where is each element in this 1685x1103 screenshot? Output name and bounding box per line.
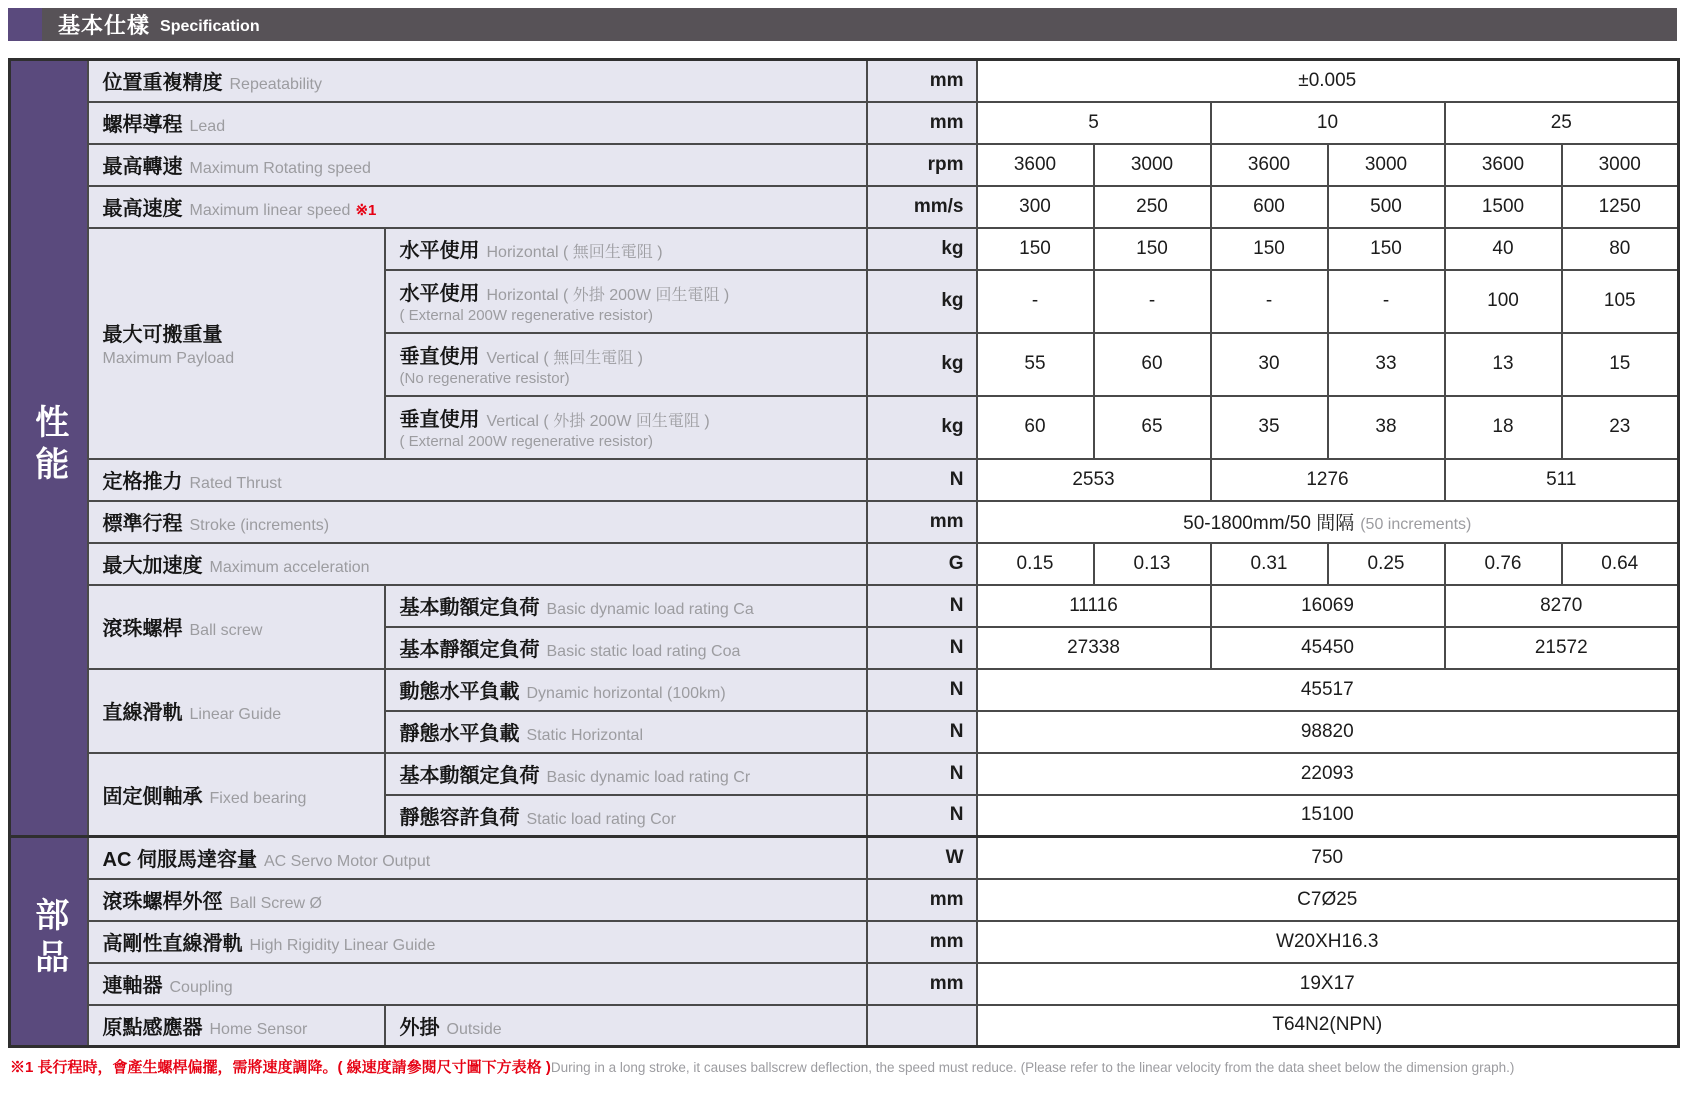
- lead-value-25: 25: [1445, 102, 1679, 144]
- section-title-bar: [8, 8, 1677, 41]
- unit-empty: [867, 1005, 977, 1047]
- lead-unit: mm: [867, 102, 977, 144]
- linear-speed-label: [88, 186, 867, 228]
- repeatability-value: ±0.005: [977, 60, 1679, 102]
- cell: 23: [1562, 396, 1679, 459]
- unit: G: [867, 543, 977, 585]
- unit: N: [867, 753, 977, 795]
- bearing-cor-label: [385, 795, 867, 837]
- label-en: Fixed bearing: [209, 789, 307, 807]
- cell: 19X17: [977, 963, 1679, 1005]
- unit: mm: [867, 963, 977, 1005]
- payload-group-label: [88, 228, 385, 459]
- cell: 511: [1445, 459, 1679, 501]
- payload-horizontal-ext-label: [385, 270, 867, 333]
- home-sensor-outside-label: [385, 1005, 867, 1047]
- row-payload-horizontal: [10, 228, 1679, 270]
- cell: 60: [1094, 333, 1211, 396]
- label-zh: 原點感應器: [102, 1016, 203, 1039]
- label-en: Basic dynamic load rating Ca: [546, 601, 754, 618]
- label-en: Static load rating Cor: [526, 810, 676, 828]
- label-en: Maximum acceleration: [209, 559, 370, 576]
- cell: 18: [1445, 396, 1562, 459]
- label-en: Basic dynamic load rating Cr: [546, 769, 751, 786]
- label-zh: 直線滑軌: [102, 702, 183, 724]
- cell: 55: [977, 333, 1094, 396]
- cell: 3000: [1562, 144, 1679, 186]
- cell: 0.15: [977, 543, 1094, 585]
- cell: 45450: [1211, 627, 1445, 669]
- cell: 750: [977, 837, 1679, 879]
- lead-value-10: 10: [1211, 102, 1445, 144]
- label-zh: 最大加速度: [102, 555, 203, 577]
- stroke-value-main: 50-1800mm/50 間隔: [1183, 513, 1355, 534]
- row-repeatability: [10, 60, 1679, 102]
- servo-output-label: [88, 837, 867, 879]
- cell: 60: [977, 396, 1094, 459]
- label-en-line2: ( External 200W regenerative resistor): [399, 433, 653, 451]
- payload-vertical-ext-label: [385, 396, 867, 459]
- label-zh: 動態水平負載: [399, 681, 520, 703]
- cell: 0.64: [1562, 543, 1679, 585]
- cell: 0.25: [1328, 543, 1445, 585]
- label-en: Linear Guide: [189, 706, 282, 723]
- cell: 3600: [1445, 144, 1562, 186]
- label-zh: 最高轉速: [102, 156, 183, 178]
- label-zh: 螺桿導程: [102, 114, 183, 136]
- cell: 3000: [1094, 144, 1211, 186]
- cell: 3000: [1328, 144, 1445, 186]
- page-title-en: Specification: [160, 17, 260, 35]
- label-en: Horizontal ( 無回生電阻 ): [486, 244, 663, 261]
- unit: mm: [867, 879, 977, 921]
- row-home-sensor: [10, 1005, 1679, 1047]
- section-performance: [10, 60, 88, 837]
- cell: -: [1211, 270, 1328, 333]
- row-rated-thrust: [10, 459, 1679, 501]
- linear-speed-unit: mm/s: [867, 186, 977, 228]
- label-en: Dynamic horizontal (100km): [526, 685, 726, 702]
- row-guide-dynamic: [10, 669, 1679, 711]
- label-en: Maximum Rotating speed: [189, 160, 371, 177]
- label-en: Stroke (increments): [189, 517, 330, 534]
- title-band: [42, 8, 1677, 41]
- unit: N: [867, 669, 977, 711]
- label-zh: 位置重複精度: [102, 72, 223, 95]
- label-zh: 連軸器: [102, 975, 163, 997]
- home-sensor-label: [88, 1005, 385, 1047]
- label-en: Static Horizontal: [526, 727, 643, 744]
- label-en-line2: (No regenerative resistor): [399, 370, 570, 388]
- stroke-value-sub: (50 increments): [1360, 516, 1472, 533]
- guide-dynamic-label: [385, 669, 867, 711]
- cell: 150: [977, 228, 1094, 270]
- label-en: Coupling: [169, 979, 233, 996]
- label-en: Home Sensor: [209, 1020, 308, 1038]
- cell: 27338: [977, 627, 1211, 669]
- cell: -: [977, 270, 1094, 333]
- unit: W: [867, 837, 977, 879]
- label-en-line2: ( External 200W regenerative resistor): [399, 307, 653, 325]
- cell: 250: [1094, 186, 1211, 228]
- label-zh: 定格推力: [102, 471, 183, 493]
- label-zh: 固定側軸承: [102, 785, 203, 808]
- cell: 300: [977, 186, 1094, 228]
- cell: 500: [1328, 186, 1445, 228]
- label-zh: 水平使用: [399, 283, 480, 306]
- unit: N: [867, 627, 977, 669]
- label-zh: 最高速度: [102, 198, 183, 220]
- row-max-acceleration: [10, 543, 1679, 585]
- label-en: Horizontal ( 外掛 200W 回生電阻 ): [486, 287, 730, 305]
- cell: 1250: [1562, 186, 1679, 228]
- cell: 16069: [1211, 585, 1445, 627]
- row-servo-output: [10, 837, 1679, 879]
- cell: 33: [1328, 333, 1445, 396]
- repeatability-unit: mm: [867, 60, 977, 102]
- cell: 1500: [1445, 186, 1562, 228]
- label-zh: 基本動額定負荷: [399, 765, 540, 787]
- label-en: Lead: [189, 118, 226, 135]
- label-en: Rated Thrust: [189, 475, 282, 492]
- unit: N: [867, 459, 977, 501]
- row-stroke: [10, 501, 1679, 543]
- row-coupling: [10, 963, 1679, 1005]
- section-parts: [10, 837, 88, 1047]
- cell: 3600: [1211, 144, 1328, 186]
- row-ballscrew-ca: [10, 585, 1679, 627]
- label-zh: AC 伺服馬達容量: [102, 849, 257, 872]
- cell: 150: [1211, 228, 1328, 270]
- label-en: Vertical ( 外掛 200W 回生電阻 ): [486, 413, 710, 431]
- cell: 98820: [977, 711, 1679, 753]
- label-zh: 最大可搬重量: [102, 324, 223, 346]
- label-en: Ball Screw Ø: [229, 895, 322, 912]
- cell: 600: [1211, 186, 1328, 228]
- row-max-rotating-speed: [10, 144, 1679, 186]
- label-en: AC Servo Motor Output: [263, 853, 431, 871]
- section-performance-label: 性能: [29, 403, 68, 488]
- label-zh: 滾珠螺桿外徑: [102, 891, 223, 913]
- lead-value-5: 5: [977, 102, 1211, 144]
- label-zh: 基本動額定負荷: [399, 597, 540, 619]
- row-rigidity-guide: [10, 921, 1679, 963]
- label-zh: 靜態容許負荷: [399, 806, 520, 829]
- unit: mm: [867, 501, 977, 543]
- label-en: Maximum Payload: [102, 350, 235, 367]
- unit: N: [867, 795, 977, 837]
- footnote-text-en: During in a long stroke, it causes ballscrew deflection, the speed must reduce. (Please refer to the linear velocity from the data sheet below the dimension graph.): [550, 1060, 1515, 1075]
- page-title-zh: 基本仕樣: [58, 13, 151, 38]
- rotating-speed-label: [88, 144, 867, 186]
- ballscrew-group-label: [88, 585, 385, 669]
- label-en: Basic static load rating Coa: [546, 643, 741, 660]
- label-en: Vertical ( 無回生電阻 ): [486, 350, 643, 368]
- row-lead: [10, 102, 1679, 144]
- row-bearing-cr: [10, 753, 1679, 795]
- label-zh: 標準行程: [102, 513, 183, 535]
- cell: 80: [1562, 228, 1679, 270]
- cell: 65: [1094, 396, 1211, 459]
- coupling-label: [88, 963, 867, 1005]
- ballscrew-diameter-label: [88, 879, 867, 921]
- cell: 2553: [977, 459, 1211, 501]
- cell: 15100: [977, 795, 1679, 837]
- unit: kg: [867, 396, 977, 459]
- cell: 11116: [977, 585, 1211, 627]
- cell: 0.76: [1445, 543, 1562, 585]
- footnote: [10, 1058, 1680, 1078]
- specification-table: [8, 58, 1680, 1048]
- cell: 8270: [1445, 585, 1679, 627]
- unit: mm: [867, 921, 977, 963]
- label-en: Repeatability: [229, 76, 322, 94]
- cell: 0.31: [1211, 543, 1328, 585]
- cell: 150: [1094, 228, 1211, 270]
- cell: W20XH16.3: [977, 921, 1679, 963]
- cell: 15: [1562, 333, 1679, 396]
- footnote-text-zh: ※1 長行程時，會產生螺桿偏擺，需將速度調降。( 線速度請參閱尺寸圖下方表格 ): [10, 1059, 551, 1076]
- title-accent-square: [8, 8, 42, 41]
- row-max-linear-speed: [10, 186, 1679, 228]
- acceleration-label: [88, 543, 867, 585]
- unit: N: [867, 711, 977, 753]
- cell: 105: [1562, 270, 1679, 333]
- bearing-cr-label: [385, 753, 867, 795]
- label-en: High Rigidity Linear Guide: [249, 937, 436, 954]
- label-zh: 垂直使用: [399, 346, 480, 369]
- cell: C7Ø25: [977, 879, 1679, 921]
- guide-group-label: [88, 669, 385, 753]
- stroke-value: [977, 501, 1679, 543]
- cell: -: [1094, 270, 1211, 333]
- label-zh: 滾珠螺桿: [102, 618, 183, 640]
- repeatability-label: [88, 60, 867, 102]
- rotating-speed-unit: rpm: [867, 144, 977, 186]
- stroke-label: [88, 501, 867, 543]
- cell: -: [1328, 270, 1445, 333]
- cell: 38: [1328, 396, 1445, 459]
- cell: 0.13: [1094, 543, 1211, 585]
- label-zh: 基本靜額定負荷: [399, 639, 540, 661]
- cell: 22093: [977, 753, 1679, 795]
- label-en: Ball screw: [189, 622, 263, 639]
- cell: 40: [1445, 228, 1562, 270]
- bearing-group-label: [88, 753, 385, 837]
- cell: 21572: [1445, 627, 1679, 669]
- payload-vertical-label: [385, 333, 867, 396]
- rated-thrust-label: [88, 459, 867, 501]
- cell: 150: [1328, 228, 1445, 270]
- label-zh: 垂直使用: [399, 409, 480, 432]
- label-zh: 外掛: [399, 1016, 440, 1039]
- cell: 100: [1445, 270, 1562, 333]
- cell: 30: [1211, 333, 1328, 396]
- unit: kg: [867, 333, 977, 396]
- label-zh: 靜態水平負載: [399, 723, 520, 745]
- ballscrew-coa-label: [385, 627, 867, 669]
- row-ballscrew-diameter: [10, 879, 1679, 921]
- label-zh: 高剛性直線滑軌: [102, 933, 243, 955]
- rigidity-guide-label: [88, 921, 867, 963]
- lead-label: [88, 102, 867, 144]
- guide-static-label: [385, 711, 867, 753]
- unit: N: [867, 585, 977, 627]
- cell: 35: [1211, 396, 1328, 459]
- footnote-marker: ※1: [355, 202, 377, 219]
- payload-horizontal-label: [385, 228, 867, 270]
- cell: 1276: [1211, 459, 1445, 501]
- cell: T64N2(NPN): [977, 1005, 1679, 1047]
- label-zh: 水平使用: [399, 240, 480, 262]
- label-en: Outside: [446, 1020, 502, 1038]
- cell: 3600: [977, 144, 1094, 186]
- section-parts-label: 部品: [29, 897, 68, 981]
- unit: kg: [867, 270, 977, 333]
- cell: 45517: [977, 669, 1679, 711]
- label-en: Maximum linear speed: [189, 202, 351, 219]
- unit: kg: [867, 228, 977, 270]
- cell: 13: [1445, 333, 1562, 396]
- ballscrew-ca-label: [385, 585, 867, 627]
